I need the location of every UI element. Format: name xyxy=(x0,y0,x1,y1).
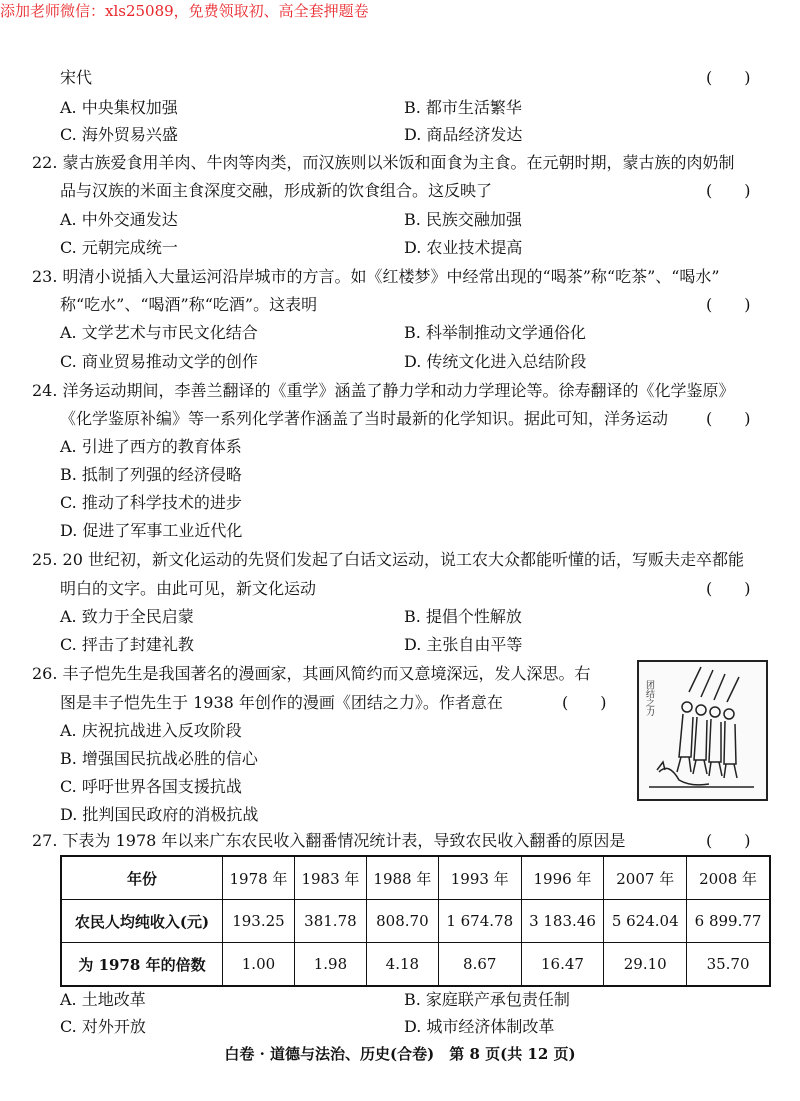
table-row xyxy=(61,943,770,987)
q26-option-d: D. 批判国民政府的消极抗战 xyxy=(60,805,259,824)
q23-stem-line1: 23. 明清小说插入大量运河沿岸城市的方言。如《红楼梦》中经常出现的“喝茶”称“吃茶”、“喝水” xyxy=(32,267,720,286)
farmer-income-table xyxy=(60,855,771,987)
table-header-cell: 2008 年 xyxy=(687,856,770,900)
q23-option-a: A. 文学艺术与市民文化结合 xyxy=(60,323,258,342)
q26-option-c: C. 呼吁世界各国支援抗战 xyxy=(60,777,242,796)
q26-option-a: A. 庆祝抗战进入反攻阶段 xyxy=(60,721,242,740)
q27-option-a: A. 土地改革 xyxy=(60,990,146,1009)
table-cell: 808.70 xyxy=(366,900,438,943)
table-header-cell: 年份 xyxy=(61,856,223,900)
table-cell: 3 183.46 xyxy=(521,900,604,943)
q21-option-c: C. 海外贸易兴盛 xyxy=(60,125,178,144)
watermark-ad: 添加老师微信：xls25089，免费领取初、高全套押题卷 xyxy=(0,2,369,20)
q24-option-b: B. 抵制了列强的经济侵略 xyxy=(60,465,242,484)
q25-answer-paren[interactable]: ( ) xyxy=(706,579,751,598)
table-cell: 5 624.04 xyxy=(604,900,687,943)
q22-option-b: B. 民族交融加强 xyxy=(404,210,522,229)
q27-stem: 27. 下表为 1978 年以来广东农民收入翻番情况统计表，导致农民收入翻番的原因是 xyxy=(32,831,626,850)
table-header-cell: 1996 年 xyxy=(521,856,604,900)
cartoon-unity-force-image xyxy=(637,660,768,801)
q23-answer-paren[interactable]: ( ) xyxy=(706,295,751,314)
table-header-cell: 1983 年 xyxy=(294,856,366,900)
q24-option-a: A. 引进了西方的教育体系 xyxy=(60,437,242,456)
table-cell: 29.10 xyxy=(604,943,687,987)
table-cell: 35.70 xyxy=(687,943,770,987)
table-cell: 193.25 xyxy=(223,900,295,943)
table-cell: 4.18 xyxy=(366,943,438,987)
q22-answer-paren[interactable]: ( ) xyxy=(706,181,751,200)
q25-option-c: C. 抨击了封建礼教 xyxy=(60,635,194,654)
q25-stem-line1: 25. 20 世纪初，新文化运动的先贤们发起了白话文运动，说工农大众都能听懂的话，写贩夫走卒都能 xyxy=(32,550,744,569)
q22-option-c: C. 元朝完成统一 xyxy=(60,238,178,257)
q26-option-b: B. 增强国民抗战必胜的信心 xyxy=(60,749,258,768)
q25-option-d: D. 主张自由平等 xyxy=(404,635,523,654)
q21-option-a: A. 中央集权加强 xyxy=(60,98,178,117)
q27-option-d: D. 城市经济体制改革 xyxy=(404,1017,555,1036)
q24-option-d: D. 促进了军事工业近代化 xyxy=(60,521,243,540)
table-cell: 1 674.78 xyxy=(438,900,521,943)
q26-stem-line1: 26. 丰子恺先生是我国著名的漫画家，其画风简约而又意境深远，发人深思。右 xyxy=(32,664,591,683)
q25-option-a: A. 致力于全民启蒙 xyxy=(60,607,194,626)
table-cell: 381.78 xyxy=(294,900,366,943)
q24-stem-line2: 《化学鉴原补编》等一系列化学著作涵盖了当时最新的化学知识。据此可知，洋务运动 xyxy=(60,409,669,428)
table-row xyxy=(61,900,770,943)
q22-option-d: D. 农业技术提高 xyxy=(404,238,523,257)
q25-stem-line2: 明白的文字。由此可见，新文化运动 xyxy=(60,579,317,598)
q22-option-a: A. 中外交通发达 xyxy=(60,210,178,229)
q23-option-c: C. 商业贸易推动文学的创作 xyxy=(60,352,258,371)
table-cell: 8.67 xyxy=(438,943,521,987)
q23-option-b: B. 科举制推动文学通俗化 xyxy=(404,323,586,342)
q21-option-d: D. 商品经济发达 xyxy=(404,125,523,144)
table-header-cell: 1988 年 xyxy=(366,856,438,900)
table-cell: 6 899.77 xyxy=(687,900,770,943)
table-header-cell: 1978 年 xyxy=(223,856,295,900)
page-footer: 白卷 · 道德与法治、历史(合卷) 第 8 页(共 12 页) xyxy=(224,1045,576,1063)
q24-stem-line1: 24. 洋务运动期间，李善兰翻译的《重学》涵盖了静力学和动力学理论等。徐寿翻译的《化学鉴原》 xyxy=(32,381,735,400)
q23-option-d: D. 传统文化进入总结阶段 xyxy=(404,352,587,371)
table-cell: 为 1978 年的倍数 xyxy=(61,943,223,987)
q22-stem-line1: 22. 蒙古族爱食用羊肉、牛肉等肉类，而汉族则以米饭和面食为主食。在元朝时期，蒙古族的肉奶制 xyxy=(32,153,735,172)
table-cell: 1.00 xyxy=(223,943,295,987)
table-cell: 16.47 xyxy=(521,943,604,987)
q26-answer-paren[interactable]: ( ) xyxy=(562,693,607,712)
q21-answer-paren[interactable]: ( ) xyxy=(706,68,751,87)
table-header-cell: 1993 年 xyxy=(438,856,521,900)
q25-option-b: B. 提倡个性解放 xyxy=(404,607,522,626)
q27-answer-paren[interactable]: ( ) xyxy=(706,831,751,850)
q21-stem: 宋代 xyxy=(60,68,93,87)
cartoon-drawing xyxy=(639,662,766,799)
q22-stem-line2: 品与汉族的米面主食深度交融，形成新的饮食组合。这反映了 xyxy=(60,181,493,200)
q23-stem-line2: 称“吃水”、“喝酒”称“吃酒”。这表明 xyxy=(60,295,318,314)
q26-stem-line2: 图是丰子恺先生于 1938 年创作的漫画《团结之力》。作者意在 xyxy=(60,693,503,712)
q27-option-b: B. 家庭联产承包责任制 xyxy=(404,990,570,1009)
q24-answer-paren[interactable]: ( ) xyxy=(706,409,751,428)
table-header-row xyxy=(61,856,770,900)
q27-option-c: C. 对外开放 xyxy=(60,1017,146,1036)
table-cell: 1.98 xyxy=(294,943,366,987)
table-header-cell: 2007 年 xyxy=(604,856,687,900)
q21-option-b: B. 都市生活繁华 xyxy=(404,98,522,117)
table-cell: 农民人均纯收入(元) xyxy=(61,900,223,943)
q24-option-c: C. 推动了科学技术的进步 xyxy=(60,493,242,512)
cartoon-caption: 团结之力 xyxy=(644,680,654,716)
